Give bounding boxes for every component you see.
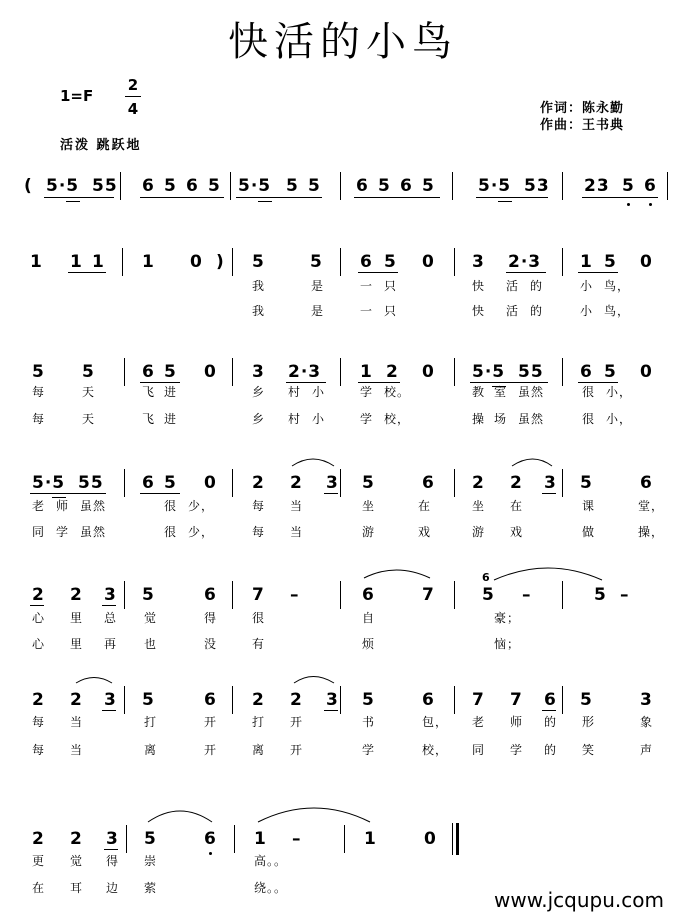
note: 2 [386,362,399,382]
note: 3 [252,362,265,382]
lyric: 虽然 [518,412,545,426]
note: 5 [384,252,397,272]
lyric: 没 [204,637,218,651]
lyric: 在 [32,881,46,895]
lyric: 形 [582,715,596,729]
lyric: 小， [606,385,633,399]
note: 1 [70,252,83,272]
lyric: 是 [311,304,325,318]
lyric: 同 [472,743,486,757]
note: 0 [422,362,435,382]
lyric: 萦 [144,881,158,895]
note: 2 [290,473,303,493]
lyric: 再 [104,637,118,651]
lyric: 声 [640,743,654,757]
watermark: www.jcqupu.com [494,888,664,912]
lyric: 做 [582,525,596,539]
lyric: 游 [362,525,376,539]
note: 6 [640,473,653,493]
key-signature: 1=F [60,87,94,105]
note: 5 [604,362,617,382]
lyric: 很 [164,499,178,513]
note: 0 [640,252,653,272]
note: 5 [164,473,177,493]
lyric: 虽然 [80,499,107,513]
composer-credit: 作曲：王书典 [540,118,625,133]
lyric: 操， [638,525,665,539]
lyric: 每 [32,743,46,757]
note: 6 [362,585,375,605]
lyric: 心 [32,611,46,625]
lyric: 很 [252,611,266,625]
note: 5·5 [32,473,66,493]
note: 1 [360,362,373,382]
note: 23 [584,176,610,196]
note: 0 [422,252,435,272]
note: 6 [360,252,373,272]
lyric: 游 [472,525,486,539]
lyric: 得 [204,611,218,625]
lyric: 戏 [418,525,432,539]
note: 5 [164,362,177,382]
lyric: 在 [510,499,524,513]
note: 0 [204,362,217,382]
lyric: 学 [362,743,376,757]
lyric: 校。 [384,385,411,399]
lyric: 校， [422,743,449,757]
lyric: 少， [188,499,215,513]
lyric: 一 [360,304,374,318]
note: 3 [640,690,653,710]
lyric: 里 [70,637,84,651]
lyric: 打 [144,715,158,729]
slur [512,459,552,466]
lyric: 恼； [494,637,521,651]
lyric: 学 [510,743,524,757]
lyric: 豪； [494,611,521,625]
lyric: 离 [144,743,158,757]
note: 6 [356,176,369,196]
note: 2·3 [288,362,322,382]
lyric: 学 [360,412,374,426]
lyric: 每 [252,525,266,539]
lyricist-credit: 作词：陈永勤 [540,101,625,116]
note: 0 [204,473,217,493]
note: 7 [422,585,435,605]
slur [292,459,334,466]
lyric: 小 [580,304,594,318]
note: 3 [326,473,339,493]
lyric: 我 [252,304,266,318]
note: 1 [580,252,593,272]
lyric: 鸟， [604,279,631,293]
note: 2·3 [508,252,542,272]
lyric: 书 [362,715,376,729]
lyric: 鸟， [604,304,631,318]
tempo-marking: 活泼 跳跃地 [60,138,142,153]
note: 5 [164,176,177,196]
lyric: 很 [164,525,178,539]
note: 55 [518,362,544,382]
lyric: 觉 [70,854,84,868]
lyric: 快 [472,279,486,293]
lyric: 室 [494,385,508,399]
note: 7 [510,690,523,710]
note: 6 [422,473,435,493]
note: 6 [204,829,217,849]
lyric: 里 [70,611,84,625]
lyric: 边 [106,881,120,895]
lyric: 耳 [70,881,84,895]
lyric: 更 [32,854,46,868]
lyric: 有 [252,637,266,651]
note: 5·5 [238,176,272,196]
note: 2 [290,690,303,710]
note: 3 [472,252,485,272]
lyric: 乡 [252,385,266,399]
lyric: 每 [32,412,46,426]
note: 53 [524,176,550,196]
lyric: 每 [252,499,266,513]
note: 6 [204,585,217,605]
lyric: 少， [188,525,215,539]
note: 5 [308,176,321,196]
note: 3 [106,829,119,849]
lyric: 崇 [144,854,158,868]
grace-note: 6 [482,571,490,584]
note: 5·5 [472,362,506,382]
note: 2 [510,473,523,493]
lyric: 的 [544,715,558,729]
note: 5 [142,585,155,605]
note: 5·5 [478,176,512,196]
lyric: 是 [311,279,325,293]
slur [148,811,212,822]
lyric: 包， [422,715,449,729]
note: 6 [142,473,155,493]
note: 5 [362,690,375,710]
lyric: 小 [312,385,326,399]
note: 2 [70,585,83,605]
note: 5 [82,362,95,382]
note: 0 [424,829,437,849]
note: 3 [104,585,117,605]
slur [494,568,602,580]
lyric: 老 [32,499,46,513]
slur [364,570,430,578]
lyric: 在 [418,499,432,513]
slur [294,677,334,684]
note: 5 [208,176,221,196]
note: 5 [580,473,593,493]
lyric: 乡 [252,412,266,426]
lyric: 天 [82,412,96,426]
lyric: 操 [472,412,486,426]
lyric: 的 [530,304,544,318]
note: 5 [142,690,155,710]
lyric: 快 [472,304,486,318]
lyric: 课 [582,499,596,513]
dash: – [292,829,302,849]
lyric: 得 [106,854,120,868]
time-signature-bottom: 4 [127,100,139,118]
note: 0 [640,362,653,382]
note: 6 [142,362,155,382]
slur [76,678,112,684]
note: 6 [422,690,435,710]
note: 2 [70,690,83,710]
lyric: 一 [360,279,374,293]
lyric: 的 [544,743,558,757]
lyric: 心 [32,637,46,651]
lyric: 每 [32,385,46,399]
note: 0 [190,252,203,272]
note: 2 [472,473,485,493]
note: 5 [32,362,45,382]
note: 55 [92,176,118,196]
note: 5 [594,585,607,605]
note: 55 [78,473,104,493]
note: 1 [92,252,105,272]
note: 6 [142,176,155,196]
lyric: 离 [252,743,266,757]
dash: – [290,585,300,605]
lyric: 虽然 [80,525,107,539]
note: 5 [144,829,157,849]
note: 5 [310,252,323,272]
lyric: 小 [312,412,326,426]
lyric: 高。。 [254,854,288,868]
lyric: 老 [472,715,486,729]
lyric: 象 [640,715,654,729]
lyric: 村 [288,412,302,426]
note: 2 [32,829,45,849]
lyric: 只 [384,279,398,293]
note: 3 [326,690,339,710]
lyric: 总 [104,611,118,625]
note: 5 [378,176,391,196]
note: 3 [104,690,117,710]
lyric: 当 [290,525,304,539]
note: 2 [70,829,83,849]
lyric: 虽然 [518,385,545,399]
lyric: 天 [82,385,96,399]
note: 6 [544,690,557,710]
lyric: 戏 [510,525,524,539]
lyric: 活 [506,304,520,318]
note: 1 [30,252,43,272]
lyric: 打 [252,715,266,729]
lyric: 小， [606,412,633,426]
lyric: 坐 [362,499,376,513]
lyric: 很 [582,385,596,399]
lyric: 村 [288,385,302,399]
note: 1 [364,829,377,849]
lyric: 校， [384,412,411,426]
dash: – [522,585,532,605]
lyric: 当 [70,743,84,757]
note: 2 [32,585,45,605]
lyric: 学 [56,525,70,539]
note: 5 [252,252,265,272]
lyric: 开 [290,743,304,757]
note: 5 [482,585,495,605]
note: 6 [400,176,413,196]
open-paren: ( [24,176,33,196]
lyric: 很 [582,412,596,426]
lyric: 同 [32,525,46,539]
lyric: 开 [290,715,304,729]
note: 5 [604,252,617,272]
lyric: 学 [360,385,374,399]
lyric: 坐 [472,499,486,513]
lyric: 烦 [362,637,376,651]
close-paren: ) [216,252,225,272]
lyric: 当 [70,715,84,729]
note: 5 [580,690,593,710]
lyric: 只 [384,304,398,318]
note: 3 [544,473,557,493]
note: 1 [142,252,155,272]
time-signature-top: 2 [127,76,139,94]
lyric: 教 [472,385,486,399]
note: 6 [644,176,657,196]
note: 1 [254,829,267,849]
note: 7 [252,585,265,605]
lyric: 进 [164,412,178,426]
lyric: 进 [164,385,178,399]
note: 2 [32,690,45,710]
note: 5·5 [46,176,80,196]
lyric: 师 [56,499,70,513]
note: 5 [286,176,299,196]
lyric: 我 [252,279,266,293]
lyric: 每 [32,715,46,729]
note: 2 [252,690,265,710]
note: 5 [422,176,435,196]
lyric: 师 [510,715,524,729]
lyric: 也 [144,637,158,651]
lyric: 自 [362,611,376,625]
lyric: 觉 [144,611,158,625]
note: 7 [472,690,485,710]
dash: – [620,585,630,605]
note: 2 [252,473,265,493]
note: 5 [622,176,635,196]
lyric: 笑 [582,743,596,757]
lyric: 绕。。 [254,881,288,895]
lyric: 场 [494,412,508,426]
note: 6 [580,362,593,382]
note: 6 [186,176,199,196]
lyric: 堂， [638,499,665,513]
note: 6 [204,690,217,710]
lyric: 开 [204,743,218,757]
lyric: 开 [204,715,218,729]
note: 5 [362,473,375,493]
lyric: 飞 [142,385,156,399]
slur [258,808,370,822]
song-title: 快活的小鸟 [228,19,458,65]
lyric: 飞 [142,412,156,426]
lyric: 当 [290,499,304,513]
lyric: 活 [506,279,520,293]
lyric: 小 [580,279,594,293]
lyric: 的 [530,279,544,293]
